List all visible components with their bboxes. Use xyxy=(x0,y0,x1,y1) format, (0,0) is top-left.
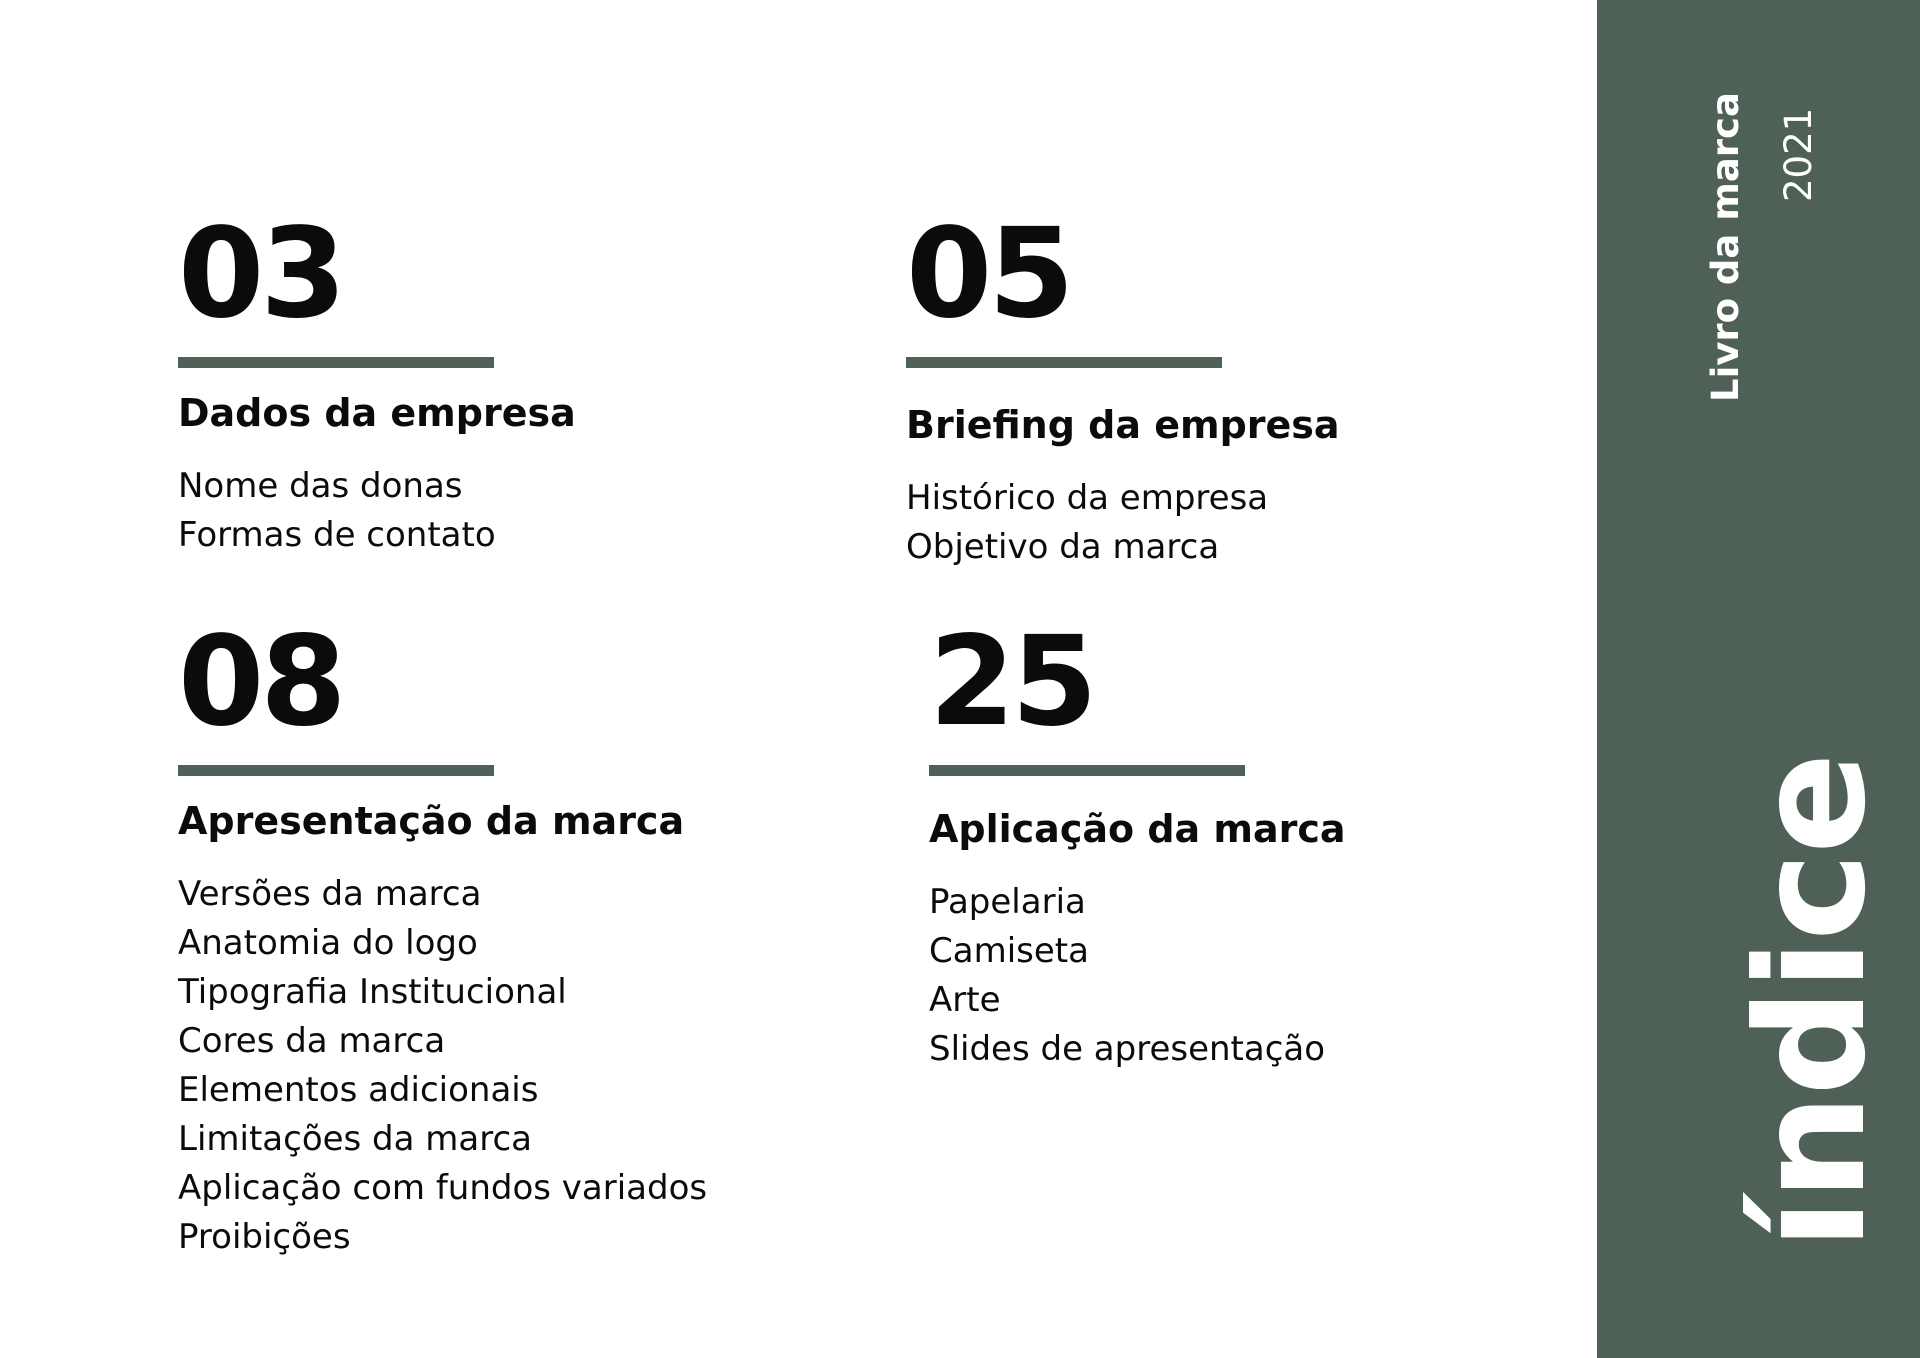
index-title: índice xyxy=(1725,754,1899,1250)
list-item: Objetivo da marca xyxy=(906,527,1220,567)
list-item: Cores da marca xyxy=(178,1021,446,1061)
section-divider xyxy=(178,357,494,368)
section-aplicacao-da-marca xyxy=(929,610,1346,1074)
side-panel xyxy=(1597,0,1920,1358)
list-item: Arte xyxy=(929,980,1001,1020)
section-page-number: 05 xyxy=(906,202,1071,346)
section-item-list xyxy=(929,878,1346,1074)
section-page-number: 03 xyxy=(178,202,343,346)
list-item: Versões da marca xyxy=(178,874,482,914)
list-item: Elementos adicionais xyxy=(178,1070,539,1110)
list-item: Aplicação com fundos variados xyxy=(178,1168,708,1208)
list-item: Anatomia do logo xyxy=(178,923,478,963)
brand-book-title: Livro da marca xyxy=(1704,92,1747,402)
list-item: Formas de contato xyxy=(178,515,496,555)
list-item: Papelaria xyxy=(929,882,1086,922)
section-divider xyxy=(929,765,1245,776)
brand-book-year: 2021 xyxy=(1777,107,1820,202)
section-divider xyxy=(178,765,494,776)
section-item-list xyxy=(178,870,707,1262)
list-item: Camiseta xyxy=(929,931,1089,971)
section-item-list xyxy=(906,474,1340,572)
section-dados-da-empresa xyxy=(178,202,576,560)
list-item: Nome das donas xyxy=(178,466,463,506)
section-item-list xyxy=(178,462,576,560)
section-title: Dados da empresa xyxy=(178,391,576,435)
list-item: Histórico da empresa xyxy=(906,478,1269,518)
section-divider xyxy=(906,357,1222,368)
section-title: Apresentação da marca xyxy=(178,799,685,843)
section-briefing-da-empresa xyxy=(906,202,1340,572)
section-title: Aplicação da marca xyxy=(929,807,1346,851)
section-page-number: 25 xyxy=(929,610,1094,754)
section-title: Briefing da empresa xyxy=(906,403,1340,447)
list-item: Tipografia Institucional xyxy=(178,972,567,1012)
section-apresentacao-da-marca xyxy=(178,610,708,1262)
list-item: Proibições xyxy=(178,1217,351,1257)
list-item: Slides de apresentação xyxy=(929,1029,1326,1069)
list-item: Limitações da marca xyxy=(178,1119,532,1159)
section-page-number: 08 xyxy=(178,610,343,754)
